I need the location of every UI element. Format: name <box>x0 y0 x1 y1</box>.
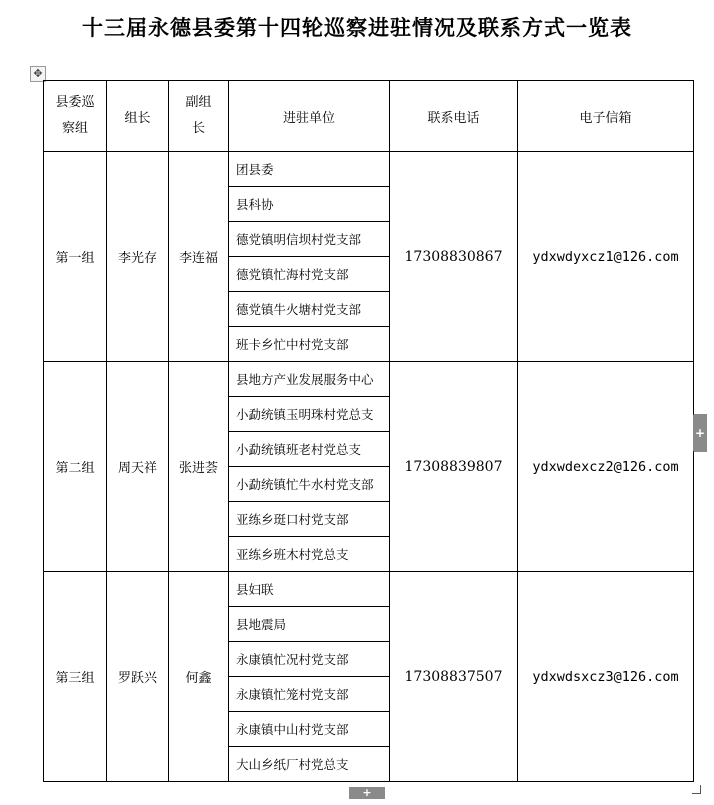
unit-cell: 亚练乡班木村党总支 <box>229 537 390 572</box>
unit-cell: 大山乡纸厂村党总支 <box>229 747 390 782</box>
group-deputy: 李连福 <box>169 152 229 362</box>
unit-cell: 小勐统镇班老村党总支 <box>229 432 390 467</box>
header-group-line1: 县委巡 <box>55 95 95 110</box>
group-name: 第三组 <box>44 572 107 782</box>
group-name: 第二组 <box>44 362 107 572</box>
move-handle-icon[interactable]: ✥ <box>30 66 46 82</box>
header-email: 电子信箱 <box>518 81 694 152</box>
group-email: ydxwdexcz2@126.com <box>518 362 694 572</box>
unit-cell: 班卡乡忙中村党支部 <box>229 327 390 362</box>
group-phone: 17308837507 <box>390 572 518 782</box>
unit-cell: 永康镇忙况村党支部 <box>229 642 390 677</box>
group-leader: 周天祥 <box>107 362 169 572</box>
unit-cell: 永康镇中山村党支部 <box>229 712 390 747</box>
add-column-plus-icon[interactable]: + <box>693 414 707 452</box>
unit-cell: 县妇联 <box>229 572 390 607</box>
header-phone: 联系电话 <box>390 81 518 152</box>
unit-cell: 德党镇忙海村党支部 <box>229 257 390 292</box>
group-email: ydxwdsxcz3@126.com <box>518 572 694 782</box>
table-resize-handle[interactable] <box>692 785 701 794</box>
unit-cell: 县地震局 <box>229 607 390 642</box>
header-group-line2: 察组 <box>61 121 88 136</box>
header-leader: 组长 <box>107 81 169 152</box>
table-row <box>44 152 694 187</box>
group-phone: 17308839807 <box>390 362 518 572</box>
table-row <box>44 362 694 397</box>
header-units: 进驻单位 <box>229 81 390 152</box>
group-phone: 17308830867 <box>390 152 518 362</box>
header-deputy-line2: 长 <box>191 121 205 136</box>
header-group <box>44 81 107 152</box>
unit-cell: 团县委 <box>229 152 390 187</box>
group-name: 第一组 <box>44 152 107 362</box>
unit-cell: 德党镇明信坝村党支部 <box>229 222 390 257</box>
page-title: 十三届永德县委第十四轮巡察进驻情况及联系方式一览表 <box>82 15 632 40</box>
group-deputy: 何鑫 <box>169 572 229 782</box>
unit-cell: 永康镇忙笼村党支部 <box>229 677 390 712</box>
add-row-plus-icon[interactable]: + <box>349 787 385 799</box>
group-email: ydxwdyxcz1@126.com <box>518 152 694 362</box>
unit-cell: 县地方产业发展服务中心 <box>229 362 390 397</box>
group-deputy: 张进荟 <box>169 362 229 572</box>
unit-cell: 县科协 <box>229 187 390 222</box>
header-deputy <box>169 81 229 152</box>
unit-cell: 小勐统镇玉明珠村党总支 <box>229 397 390 432</box>
unit-cell: 德党镇牛火塘村党支部 <box>229 292 390 327</box>
table-row <box>44 572 694 607</box>
header-row <box>44 81 694 152</box>
unit-cell: 小勐统镇忙牛水村党支部 <box>229 467 390 502</box>
group-leader: 罗跃兴 <box>107 572 169 782</box>
inspection-table <box>43 80 694 782</box>
group-leader: 李光存 <box>107 152 169 362</box>
unit-cell: 亚练乡珽口村党支部 <box>229 502 390 537</box>
header-deputy-line1: 副组 <box>185 95 212 110</box>
